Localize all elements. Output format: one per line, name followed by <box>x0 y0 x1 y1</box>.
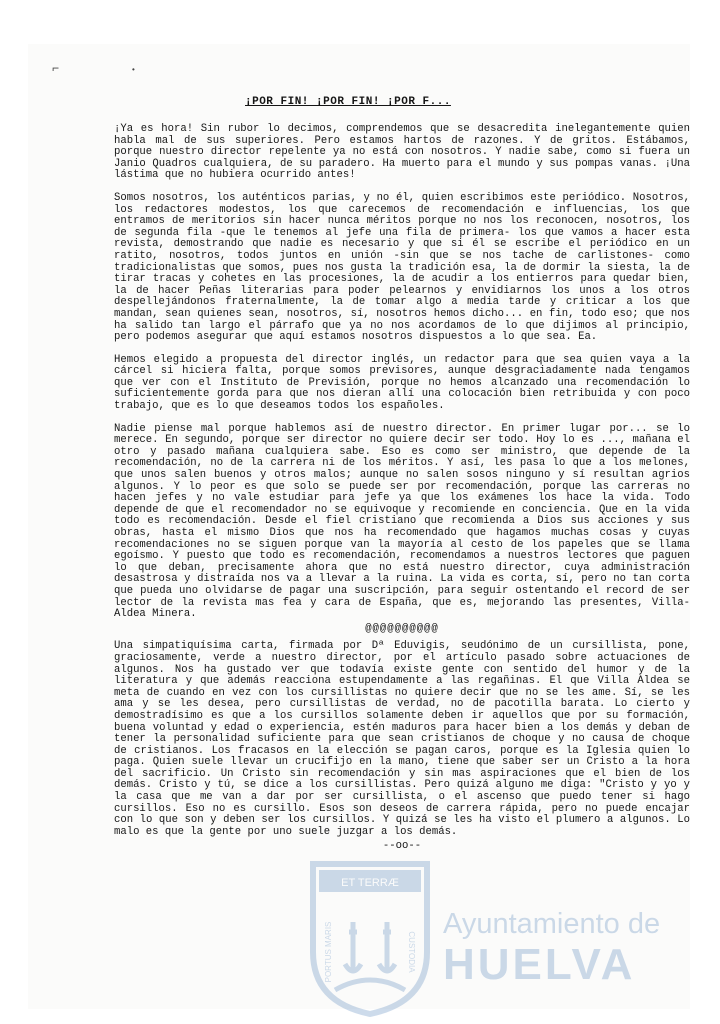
document-title: ¡POR FIN! ¡POR FIN! ¡POR F... <box>245 96 451 108</box>
watermark-line-2: HUELVA <box>443 940 636 989</box>
ink-dot: • <box>131 66 136 75</box>
paragraph-2: Somos nosotros, los auténticos parias, y no él, quien escribimos este periódico. Nosotros, los redactores modestos, los que carecemos de recomendación e influencias, los que entramos de meritorios sin hacer nunca méritos porque no nos los reconocen, nosotros, los de segunda fila -que le tenemos al jefe una fila de primera- los que vamos a hacer esta revista, demostrando que nadie es necesario y que si él se escribe el periódico en un ratito, nosotros, todos juntos en unión -sin que se nos tache de carlistones- como tradicionalistas que somos, pues nos gusta la tradición esa, la de dormir la siesta, la de tirar tracas y cohetes en las procesiones, la de acudir a los entierros para quedar bien, la de hacer Peñas literarias para poder pelearnos y envidiarnos los unos a los otros despellejándonos fraternalmente, la de tomar algo a media tarde y criticar a los que mandan, sean quienes sean, nosotros, sí, nosotros hemos dicho... en fin, todo eso; que nos ha salido tan largo el párrafo que ya no nos acordamos de lo que dijimos al principio, pero podemos asegurar que aquí estamos nosotros dispuestos a lo que sea. Ea. <box>114 191 690 344</box>
corner-mark: ⌐ <box>52 62 60 76</box>
paragraph-3: Hemos elegido a propuesta del director inglés, un redactor para que sea quien vaya a la cárcel si hiciera falta, porque somos previsores, aunque desgraciadamente nada tengamos que ver con el Instituto de Previsión, porque no hemos alcanzado una recomendación lo suficientemente gorda para que nos dieran allí una colocación bien retribuida y con poco trabajo, que es lo que deseamos todos los españoles. <box>114 353 690 413</box>
paragraph-1: ¡Ya es hora! Sin rubor lo decimos, comprendemos que se desacredita inelegantemente quien habla mal de sus superiores. Pero estamos hartos de razones. Y de gritos. Estábamos, porque nuestro director repelente ya no está con nosotros. Y nadie sabe, como si fuera un Janio Quadros cualquiera, de su paradero. Ha muerto para el mundo y sus pompas vanas. ¡Una lástima que no hubiera ocurrido antes! <box>114 123 690 182</box>
section-separator: @@@@@@@@@@ <box>365 622 439 635</box>
shield-motto-top: ET TERRÆ <box>341 877 399 889</box>
shield-motto-left: PORTUS MARIS <box>324 921 333 983</box>
paragraph-5: Una simpatiquísima carta, firmada por Dª Eduvigis, seudónimo de un cursillista, pone, graciosamente, verde a nuestro director, por el artículo pasado sobre actuaciones de algunos. Nos ha gustado ver que todavía existe gente con sentido del humor y de la literatura y que además reacciona estupendamente a las regañinas. El que Villa Aldea se meta de cuando en vez con los cursillistas no quiere decir que no se les ame. Sí, se les ama y se les desea, pero cursillistas de verdad, no de pacotilla barata. Lo cierto y demostradísimo es que a los cursillos solamente deben ir aquellos que por su formación, buena voluntad y edad o experiencia, estén maduros para hacer bien a los demás y deban de tener la personalidad suficiente para que sean cristianos de choque y no causa de choque de cristianos. Los fracasos en la elección se pagan caros, porque es la Iglesia quien lo paga. Quien suele llevar un crucifijo en la mano, tiene que saber ser un Cristo a la hora del sacrificio. Un Cristo sin recomendación y sin mas aspiraciones que el bien de los demás. Cristo y tú, se dice a los cursillistas. Pero quizá alguno me diga: "Cristo y yo y la casa que me van a dar por ser cursillista, o el ascenso que puedo tener si hago cursillos. Eso no es cursillo. Esos son deseos de carrera rápida, pero no puede encajar con lo que son y deben ser los cursillos. Y quizá se les ha visto el plumero a algunos. Lo malo es que la gente por uno suele juzgar a los demás. <box>114 640 690 838</box>
end-mark: --oo-- <box>382 840 422 853</box>
shield-motto-right: CUSTODIA <box>407 931 416 973</box>
paragraph-4: Nadie piense mal porque hablemos así de nuestro director. En primer lugar por... se lo merece. En segundo, porque ser director no quiere decir ser todo. Hoy lo es ..., mañana el otro y pasado mañana cualquiera sabe. Eso es como ser ministro, que depende de la recomendación, no de la carrera ni de los méritos. Y así, les pasa lo que a los melones, que unos salen buenos y otros malos; aunque no salen sosos ninguno y sí resultan agrios algunos. Y lo peor es que solo se puede ser por recomendación, porque las carreras no hacen jefes y no vale estudiar para jefe ya que los exámenes los hace la vida. Todo depende de que el recomendador no se equivoque y recomiende en conciencia. Que en la vida todo es recomendación. Desde el fiel cristiano que recomienda a Dios sus acciones y sus obras, hasta el mismo Dios que nos ha recomendado que hagamos muchas cosas y cuyas recomendaciones no se siguen porque van la mayoría al cesto de los papeles que se llama egoísmo. Y puesto que todo es recomendación, recomendamos a nuestros lectores que paguen lo que deban, precisamente ahora que no está nuestro director, cuya administración desastrosa y distraída nos va a llevar a la ruina. La vida es corta, sí, pero no tan corta que pueda uno olvidarse de pagar una suscripción, para seguir ostentando el record de ser lector de la revista mas fea y cara de España, que es, mejorando las presentes, Villa-Aldea Minera. <box>114 422 690 621</box>
watermark-line-1: Ayuntamiento de <box>443 908 661 940</box>
huelva-shield-icon <box>305 852 435 1017</box>
archive-watermark <box>305 852 661 1022</box>
document-body <box>114 124 690 853</box>
